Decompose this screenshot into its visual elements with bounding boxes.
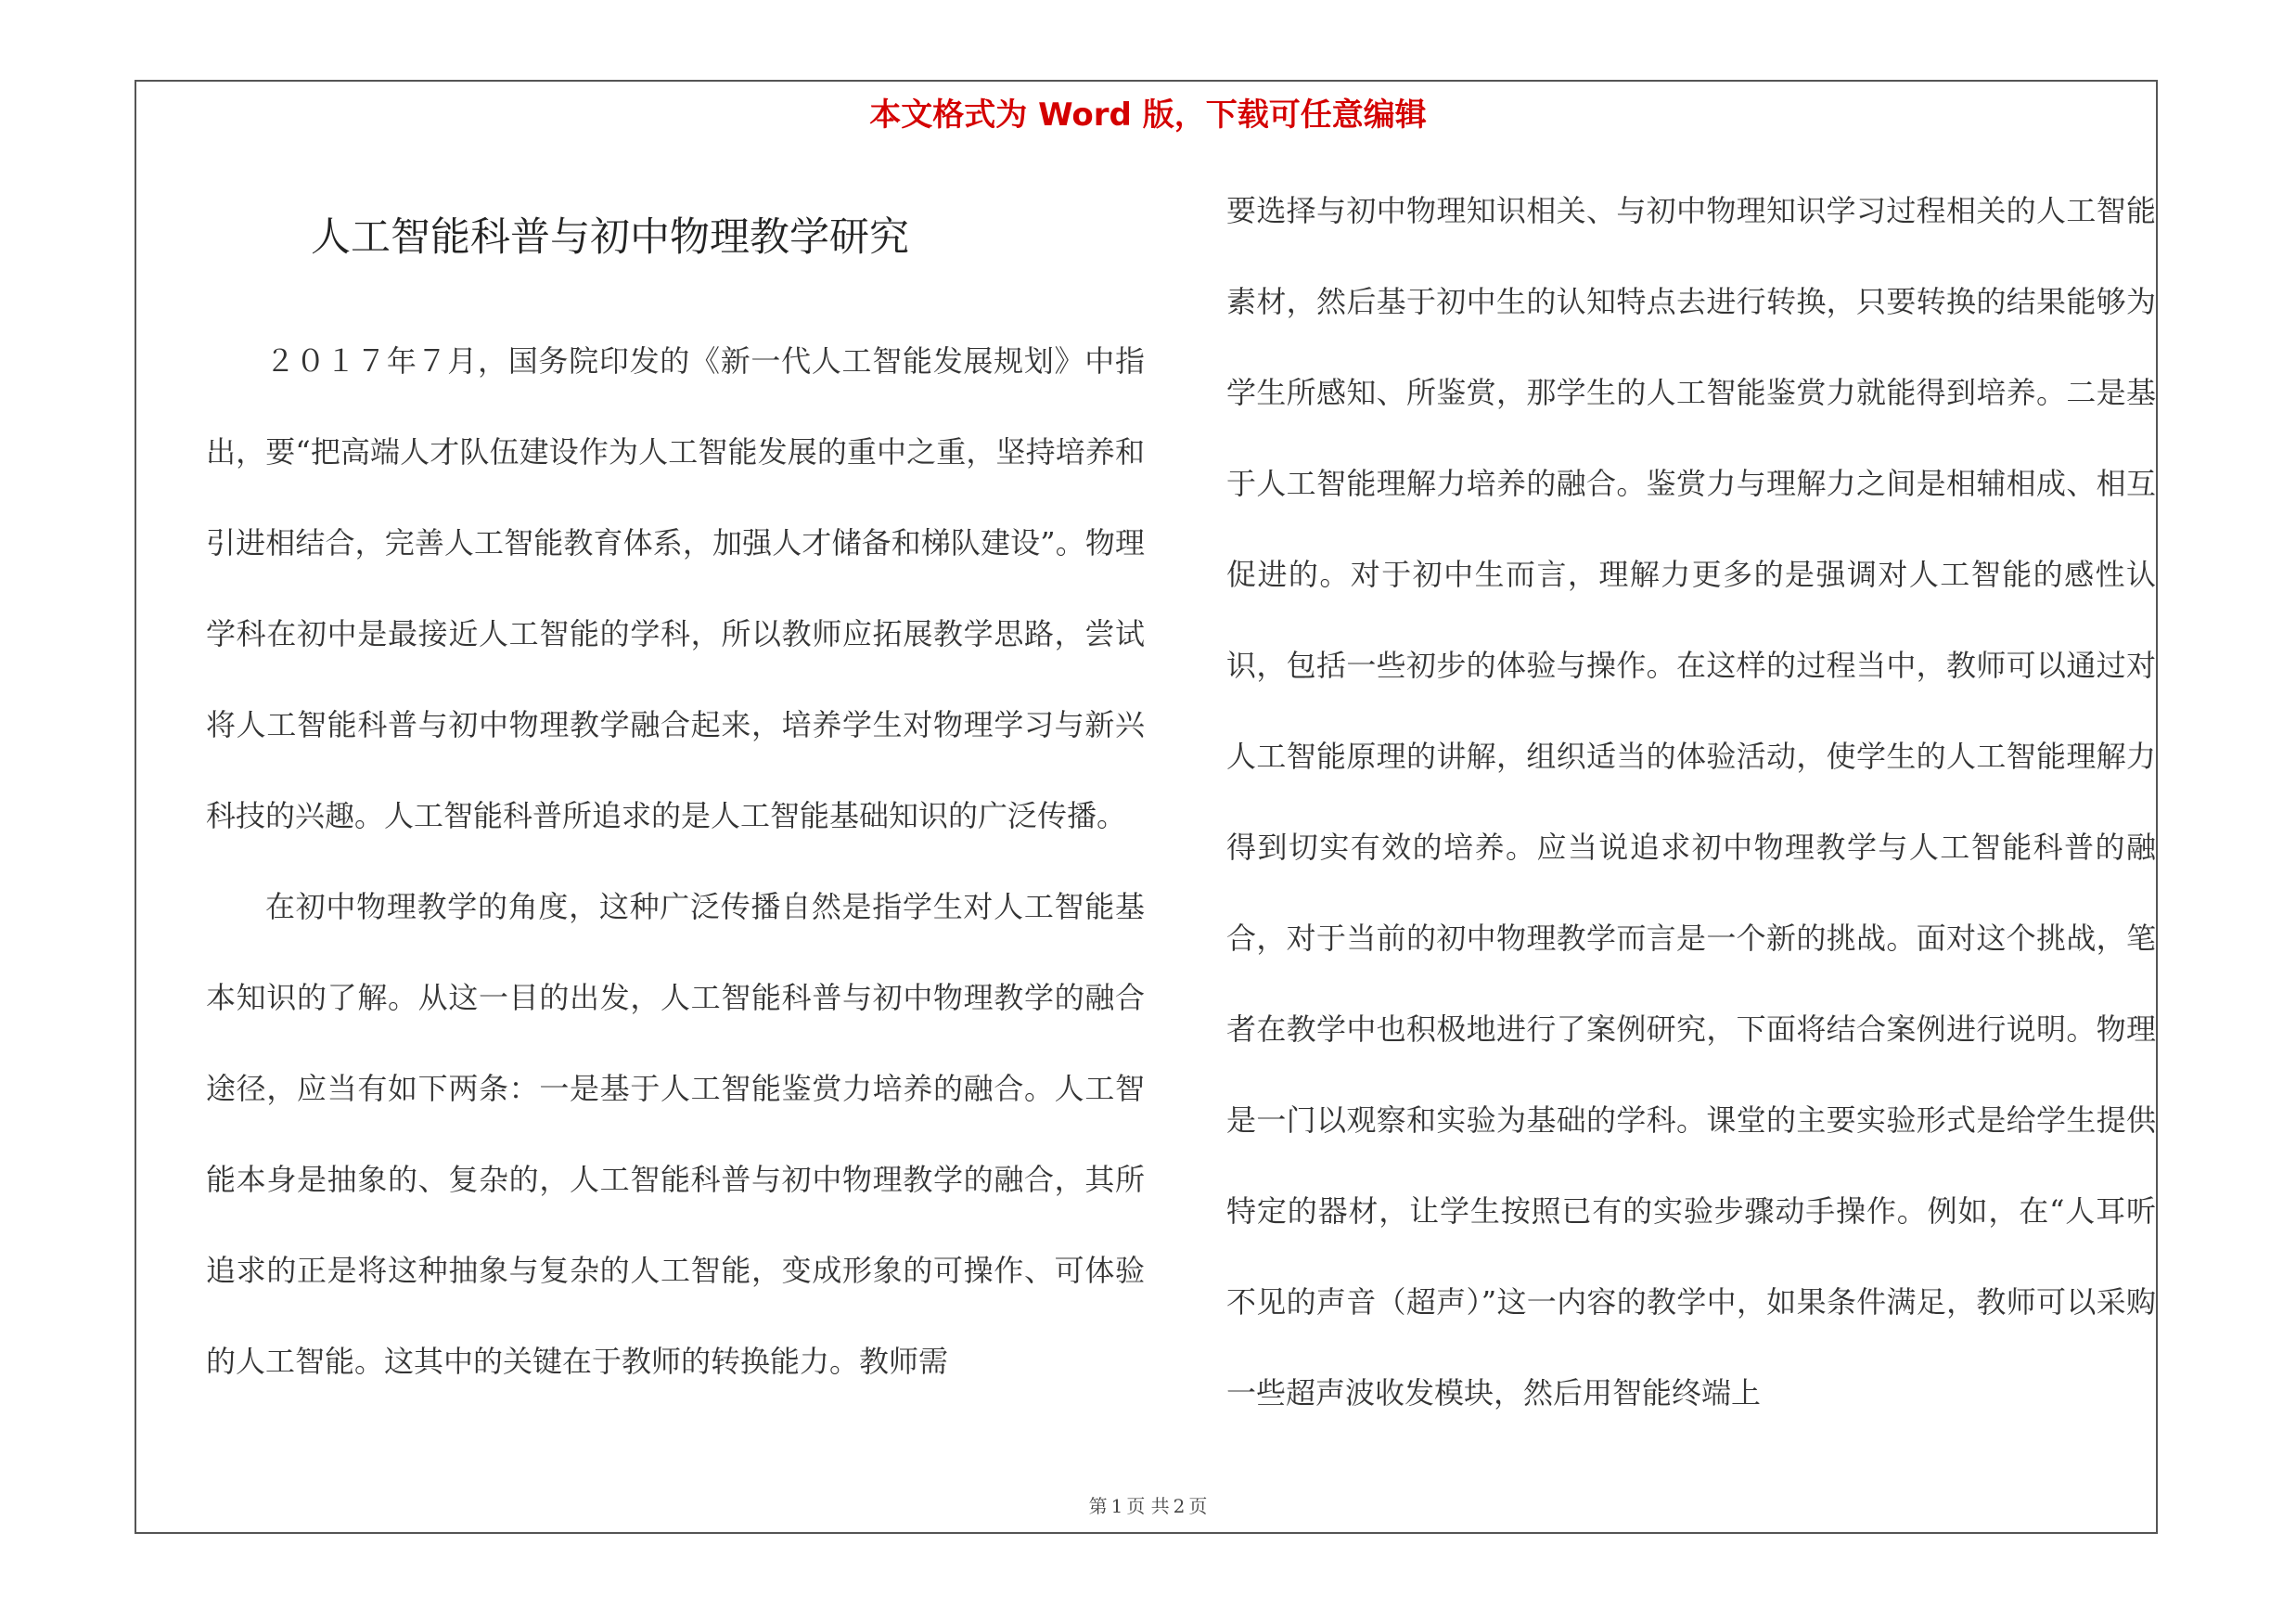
paragraph: 要选择与初中物理知识相关、与初中物理知识学习过程相关的人工智能素材，然后基于初中生的认知特点去进行转换，只要转换的结果能够为学生所感知、所鉴赏，那学生的人工智能鉴赏力就能得到培养。二是基于人工智能理解力培养的融合。鉴赏力与理解力之间是相辅相成、相互促进的。对于初中生而言，理解力更多的是强调对人工智能的感性认识，包括一些初步的体验与操作。在这样的过程当中，教师可以通过对人工智能原理的讲解，组织适当的体验活动，使学生的人工智能理解力得到切实有效的培养。应当说追求初中物理教学与人工智能科普的融合，对于当前的初中物理教学而言是一个新的挑战。面对这个挑战，笔者在教学中也积极地进行了案例研究，下面将结合案例进行说明。物理是一门以观察和实验为基础的学科。课堂的主要实验形式是给学生提供特定的器材，让学生按照已有的实验步骤动手操作。例如，在“人耳听不见的声音（超声）”这一内容的教学中，如果条件满足，教师可以采购一些超声波收发模块，然后用智能终端上 [1226, 193, 2156, 1410]
paragraph: 在初中物理教学的角度，这种广泛传播自然是指学生对人工智能基本知识的了解。从这一目的出发，人工智能科普与初中物理教学的融合途径，应当有如下两条：一是基于人工智能鉴赏力培养的融合。人工智能本身是抽象的、复杂的，人工智能科普与初中物理教学的融合，其所追求的正是将这种抽象与复杂的人工智能，变成形象的可操作、可体验的人工智能。这其中的关键在于教师的转换能力。教师需 [206, 889, 1145, 1379]
total-page-count: 2 [1173, 1495, 1186, 1517]
format-notice-banner: 本文格式为 Word 版，下载可任意编辑 [869, 97, 1427, 134]
left-text-column [206, 316, 1145, 1407]
footer-middle: 页 共 [1126, 1495, 1170, 1517]
page-number-footer [0, 1491, 2296, 1518]
paragraph: ２０１７年７月，国务院印发的《新一代人工智能发展规划》中指出，要“把高端人才队伍建设作为人工智能发展的重中之重，坚持培养和引进相结合，完善人工智能教育体系，加强人才储备和梯队建设”。物理学科在初中是最接近人工智能的学科，所以教师应拓展教学思路，尝试将人工智能科普与初中物理教学融合起来，培养学生对物理学习与新兴科技的兴趣。人工智能科普所追求的是人工智能基础知识的广泛传播。 [206, 343, 1145, 833]
current-page-number: 1 [1110, 1495, 1123, 1517]
footer-suffix: 页 [1188, 1495, 1208, 1517]
document-title: 人工智能科普与初中物理教学研究 [311, 214, 909, 261]
right-text-column [1226, 165, 2156, 1438]
footer-prefix: 第 [1088, 1495, 1108, 1517]
